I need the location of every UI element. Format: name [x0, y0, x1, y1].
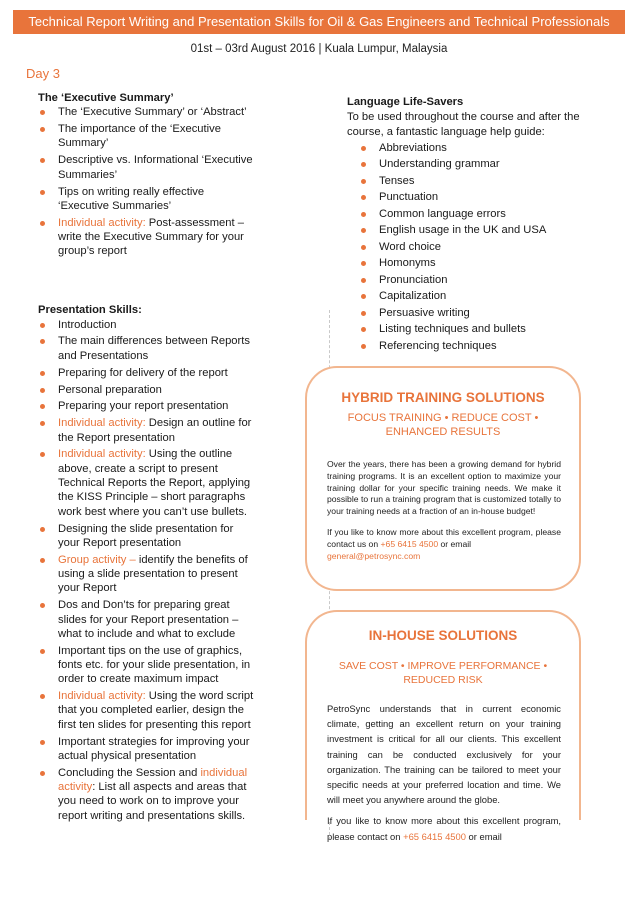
list-item: Designing the slide presentation for your Report presentation	[38, 522, 258, 551]
left-column	[38, 91, 258, 826]
list-item: Abbreviations	[347, 141, 602, 155]
language-heading: Language Life-Savers	[347, 96, 464, 108]
list-item: Homonyms	[347, 256, 602, 270]
hybrid-title: HYBRID TRAINING SOLUTIONS	[341, 390, 545, 405]
list-item: Concluding the Session and individual activity: List all aspects and areas that you need to work on to improve your report writing and presentations skills.	[38, 766, 258, 823]
inhouse-phone[interactable]: +65 6415 4500	[403, 830, 466, 842]
list-item: Punctuation	[347, 190, 602, 204]
list-item: Referencing techniques	[347, 339, 602, 353]
hybrid-email-link[interactable]: general@petrosync.com	[327, 550, 421, 561]
date-location: 01st – 03rd August 2016 | Kuala Lumpur, Malaysia	[190, 43, 448, 55]
list-item: The main differences between Reports and Presentations	[38, 334, 258, 363]
hybrid-contact: If you like to know more about this excellent program, please contact us on +65 6415 4500 or email general@petrosync.com	[327, 526, 561, 561]
executive-summary-list	[38, 105, 258, 258]
hybrid-description: Over the years, there has been a growing demand for hybrid training programs. It is an excellent option to maximize your training dollar for your specific training needs. We make it possible to run a training program that is customized totally to your training needs at a fraction of an in-house budget!	[327, 459, 561, 517]
activity-label: Individual activity:	[58, 690, 146, 703]
activity-label: Group activity –	[58, 553, 136, 566]
inhouse-body	[327, 701, 561, 844]
inhouse-description: PetroSync understands that in current economic climate, getting an excellent return on your training investment is critical for all our clients. This excellent training can be conducted exclusively for your organization. The training can be tailored to meet your specific needs at your preferred location and time. We will meet you anywhere around the globe.	[327, 703, 561, 806]
list-item: Capitalization	[347, 289, 602, 303]
list-item: Listing techniques and bullets	[347, 322, 602, 336]
list-item: Introduction	[38, 318, 258, 332]
course-title: Technical Report Writing and Presentation Skills for Oil & Gas Engineers and Technical Professionals	[28, 14, 610, 29]
list-item: Persuasive writing	[347, 306, 602, 320]
executive-summary-heading: The ‘Executive Summary’	[38, 92, 174, 104]
list-item: Understanding grammar	[347, 157, 602, 171]
list-item: Pronunciation	[347, 273, 602, 287]
list-item: Dos and Don’ts for preparing great slides for your Report presentation – what to include and what to exclude	[38, 598, 258, 641]
presentation-skills-heading: Presentation Skills:	[38, 304, 142, 317]
presentation-skills-list	[38, 318, 258, 824]
inhouse-subtitle: SAVE COST • IMPROVE PERFORMANCE • REDUCED RISK	[338, 660, 548, 686]
hybrid-body	[327, 459, 561, 562]
list-item: The ‘Executive Summary’ or ‘Abstract’	[38, 105, 258, 119]
day-label: Day 3	[26, 66, 60, 81]
inhouse-title: IN-HOUSE SOLUTIONS	[368, 628, 518, 643]
list-item: Individual activity: Design an outline for the Report presentation	[38, 416, 258, 445]
activity-label: Individual activity:	[58, 216, 146, 229]
list-item: Personal preparation	[38, 383, 258, 397]
list-item: Descriptive vs. Informational ‘Executive Summaries’	[38, 153, 258, 182]
list-item: The importance of the ‘Executive Summary’	[38, 122, 258, 151]
activity-label: Individual activity:	[58, 417, 146, 430]
inhouse-solutions-box	[305, 610, 581, 842]
hybrid-training-box	[305, 366, 581, 591]
list-item: Individual activity: Using the word script that you completed earlier, design the first ten slides for presenting this report	[38, 689, 258, 732]
hybrid-subtitle: FOCUS TRAINING • REDUCE COST • ENHANCED RESULTS	[347, 412, 539, 438]
list-item: Individual activity: Post-assessment – write the Executive Summary for your group’s report	[38, 216, 258, 259]
hybrid-phone[interactable]: +65 6415 4500	[380, 538, 439, 549]
list-item: Tips on writing really effective ‘Executive Summaries’	[38, 185, 258, 214]
inhouse-contact: If you like to know more about this excellent program, please contact on +65 6415 4500 or email	[327, 815, 561, 842]
header-bar	[13, 10, 625, 34]
list-item: Group activity – identify the benefits of using a slide presentation to present your Report	[38, 553, 258, 596]
list-item: Important tips on the use of graphics, fonts etc. for your slide presentation, in order to create maximum impact	[38, 644, 258, 687]
list-item: Common language errors	[347, 207, 602, 221]
list-item: Preparing for delivery of the report	[38, 366, 258, 380]
activity-label: individual activity	[58, 766, 248, 794]
list-item: English usage in the UK and USA	[347, 223, 602, 237]
list-item: Important strategies for improving your actual physical presentation	[38, 735, 258, 764]
list-item: Preparing your report presentation	[38, 399, 258, 413]
list-item: Individual activity: Using the outline above, create a script to present Technical Reports the Report, applying the KISS Principle – short paragraphs work best where you can’t use bullets.	[38, 447, 258, 518]
list-item: Word choice	[347, 240, 602, 254]
language-intro: To be used throughout the course and after the course, a fantastic language help guide:	[347, 111, 580, 138]
activity-label: Individual activity:	[58, 448, 146, 461]
right-column	[347, 95, 602, 355]
language-list	[347, 141, 602, 353]
list-item: Tenses	[347, 174, 602, 188]
